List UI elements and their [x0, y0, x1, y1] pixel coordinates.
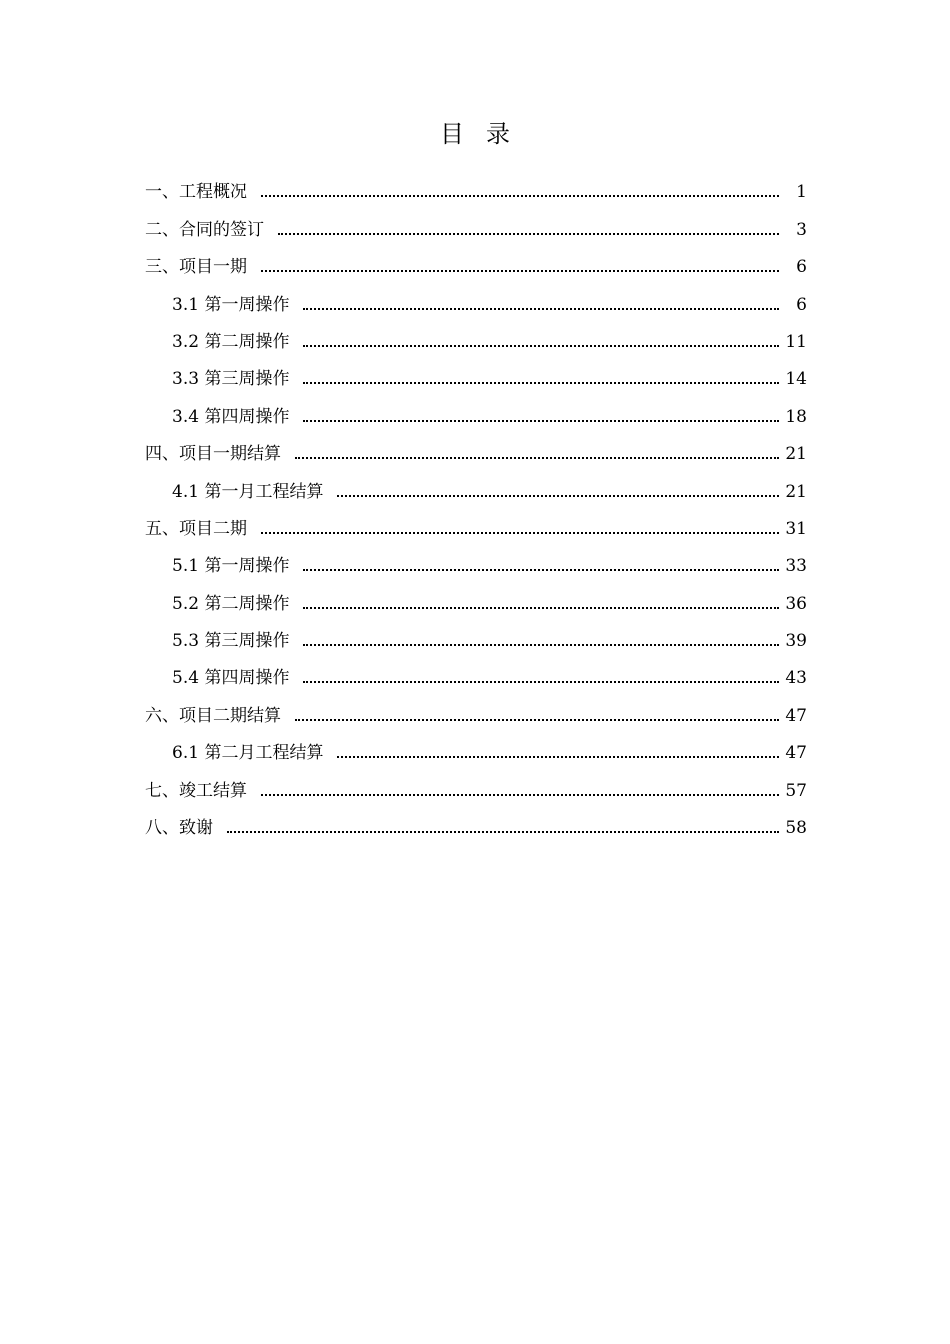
toc-dot-leader: [278, 233, 779, 235]
toc-dot-leader: [261, 270, 779, 272]
toc-entry-label: 3.1 第一周操作: [172, 294, 290, 315]
toc-entry-label: 四、项目一期结算: [145, 444, 281, 465]
toc-entry-label: 3.2 第二周操作: [172, 331, 290, 352]
toc-dot-leader: [303, 345, 779, 347]
toc-entry-page-number: 21: [785, 481, 807, 502]
toc-entry[interactable]: [145, 802, 807, 839]
toc-title-part-1: 目: [440, 120, 464, 148]
toc-entry[interactable]: [145, 316, 807, 353]
toc-entry-page-number: 11: [785, 331, 807, 352]
toc-entry-page-number: 6: [796, 294, 807, 315]
toc-entry-page-number: 33: [785, 556, 807, 577]
toc-entry-label: 5.3 第三周操作: [172, 631, 290, 652]
toc-entry-page-number: 43: [785, 668, 807, 689]
toc-entry[interactable]: [145, 689, 807, 726]
toc-dot-leader: [337, 495, 779, 497]
toc-entry[interactable]: [145, 540, 807, 577]
toc-entry[interactable]: [145, 390, 807, 427]
toc-entry-label: 三、项目一期: [145, 257, 247, 278]
toc-title-part-2: 录: [486, 120, 510, 148]
toc-dot-leader: [303, 644, 779, 646]
toc-entry-page-number: 57: [785, 780, 807, 801]
toc-entry-page-number: 14: [785, 369, 807, 390]
toc-entry-page-number: 21: [785, 444, 807, 465]
toc-dot-leader: [303, 569, 779, 571]
toc-entry-label: 3.3 第三周操作: [172, 369, 290, 390]
toc-entry[interactable]: [145, 503, 807, 540]
toc-dot-leader: [303, 607, 779, 609]
toc-entry-page-number: 39: [785, 631, 807, 652]
toc-entry-page-number: 47: [785, 705, 807, 726]
toc-entry-label: 5.2 第二周操作: [172, 593, 290, 614]
toc-entry[interactable]: [145, 353, 807, 390]
toc-dot-leader: [303, 420, 779, 422]
toc-entry-label: 3.4 第四周操作: [172, 406, 290, 427]
toc-entry[interactable]: [145, 465, 807, 502]
toc-dot-leader: [303, 382, 779, 384]
toc-entry[interactable]: [145, 166, 807, 203]
toc-entry-label: 5.1 第一周操作: [172, 556, 290, 577]
toc-entry-page-number: 3: [796, 219, 807, 240]
toc-entry[interactable]: [145, 652, 807, 689]
toc-entry[interactable]: [145, 203, 807, 240]
toc-entry-label: 五、项目二期: [145, 518, 247, 539]
toc-entry-label: 二、合同的签订: [145, 219, 264, 240]
toc-dot-leader: [303, 308, 779, 310]
toc-entry[interactable]: [145, 428, 807, 465]
toc-entry[interactable]: [145, 241, 807, 278]
toc-entry-label: 4.1 第一月工程结算: [172, 481, 324, 502]
toc-dot-leader: [227, 831, 779, 833]
toc-dot-leader: [337, 756, 779, 758]
toc-entry-label: 一、工程概况: [145, 182, 247, 203]
toc-dot-leader: [295, 719, 779, 721]
toc-dot-leader: [261, 794, 779, 796]
toc-entry[interactable]: [145, 764, 807, 801]
toc-title: [0, 116, 950, 152]
toc-entry-page-number: 1: [796, 182, 807, 203]
toc-dot-leader: [261, 532, 779, 534]
toc-entry[interactable]: [145, 278, 807, 315]
toc-dot-leader: [261, 195, 779, 197]
toc-entry[interactable]: [145, 615, 807, 652]
toc-entry-page-number: 36: [785, 593, 807, 614]
toc-list: [145, 166, 807, 839]
toc-entry-label: 八、致谢: [145, 818, 213, 839]
toc-entry-label: 六、项目二期结算: [145, 705, 281, 726]
toc-entry-label: 七、竣工结算: [145, 780, 247, 801]
toc-entry-page-number: 6: [796, 257, 807, 278]
toc-entry-page-number: 47: [785, 743, 807, 764]
toc-dot-leader: [295, 457, 779, 459]
toc-entry-page-number: 31: [785, 518, 807, 539]
toc-entry[interactable]: [145, 727, 807, 764]
toc-entry-page-number: 18: [785, 406, 807, 427]
toc-dot-leader: [303, 681, 779, 683]
toc-entry[interactable]: [145, 577, 807, 614]
toc-entry-label: 6.1 第二月工程结算: [172, 743, 324, 764]
toc-entry-page-number: 58: [785, 818, 807, 839]
toc-entry-label: 5.4 第四周操作: [172, 668, 290, 689]
